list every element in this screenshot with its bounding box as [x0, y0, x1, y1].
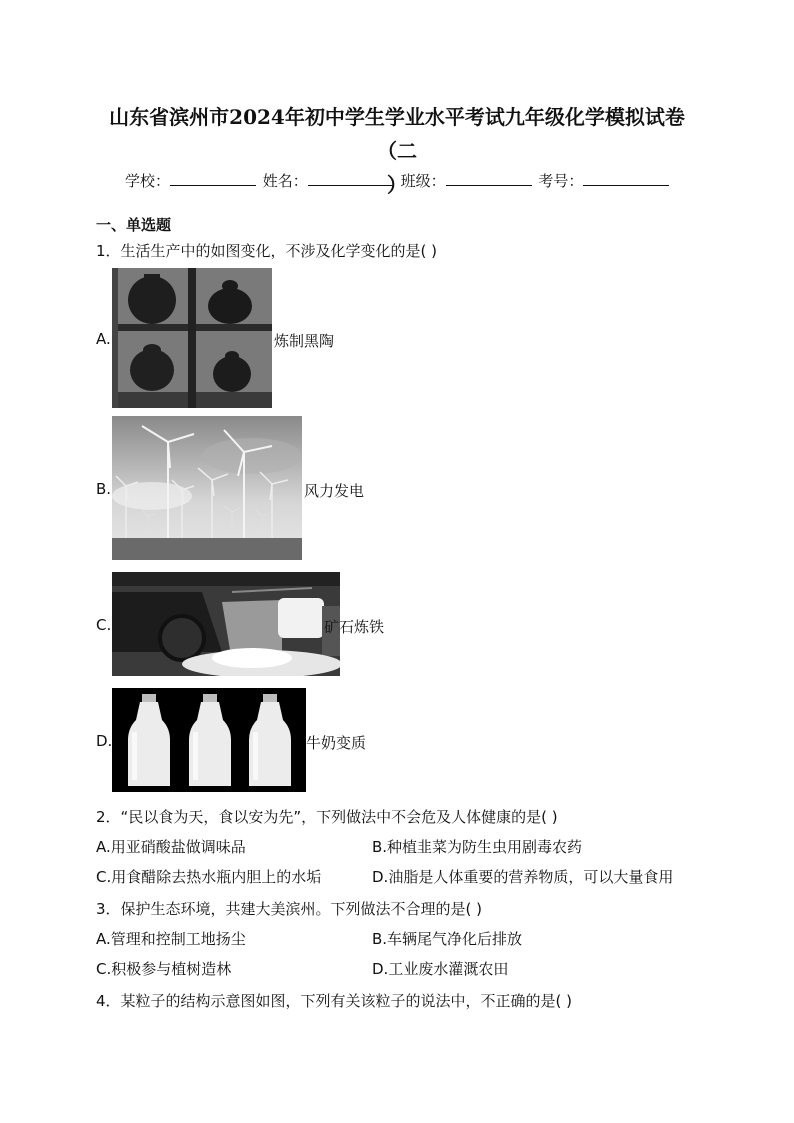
wind-turbine-photo: [112, 416, 302, 560]
number-label: 考号：: [538, 172, 584, 190]
title-line-1: 山东省滨州市2024年初中学生学业水平考试九年级化学模拟试卷（二: [109, 105, 685, 163]
q3-option-a[interactable]: A.管理和控制工地扬尘: [96, 930, 246, 948]
iron-smelting-photo: [112, 572, 340, 676]
student-info-row: [125, 170, 671, 191]
q3-option-b[interactable]: B.车辆尾气净化后排放: [372, 930, 523, 948]
section-heading: 一、单选题: [96, 216, 172, 234]
option-caption: 风力发电: [304, 482, 365, 500]
q2-option-d[interactable]: D.油脂是人体重要的营养物质，可以大量食用: [372, 868, 674, 886]
class-blank[interactable]: [446, 171, 532, 186]
q2-option-a[interactable]: A.用亚硝酸盐做调味品: [96, 838, 246, 856]
q3-option-c[interactable]: C.积极参与植树造林: [96, 960, 232, 978]
option-caption: 矿石炼铁: [324, 618, 385, 636]
title-line-2: ）: [387, 173, 407, 197]
pottery-photo: [112, 268, 272, 408]
class-label: 班级：: [400, 172, 446, 190]
school-blank[interactable]: [170, 171, 256, 186]
option-letter: B.: [96, 480, 112, 498]
option-caption: 牛奶变质: [306, 734, 367, 752]
q2-option-c[interactable]: C.用食醋除去热水瓶内胆上的水垢: [96, 868, 322, 886]
q2-option-b[interactable]: B.种植韭菜为防生虫用剧毒农药: [372, 838, 583, 856]
number-blank[interactable]: [583, 171, 669, 186]
option-letter: C.: [96, 616, 112, 634]
question-4-stem: 4．某粒子的结构示意图如图，下列有关该粒子的说法中，不正确的是( ): [96, 992, 573, 1010]
question-1-stem: 1．生活生产中的如图变化，不涉及化学变化的是( ): [96, 242, 438, 260]
milk-bottles-photo: [112, 688, 306, 792]
name-blank[interactable]: [308, 171, 394, 186]
option-letter: A.: [96, 330, 111, 348]
question-3-stem: 3．保护生态环境，共建大美滨州。下列做法不合理的是( ): [96, 900, 483, 918]
option-letter: D.: [96, 732, 113, 750]
question-2-stem: 2．“民以食为天，食以安为先”，下列做法中不会危及人体健康的是( ): [96, 808, 558, 826]
option-caption: 炼制黑陶: [274, 332, 335, 350]
q3-option-d[interactable]: D.工业废水灌溉农田: [372, 960, 509, 978]
school-label: 学校：: [125, 172, 171, 190]
name-label: 姓名：: [262, 172, 308, 190]
